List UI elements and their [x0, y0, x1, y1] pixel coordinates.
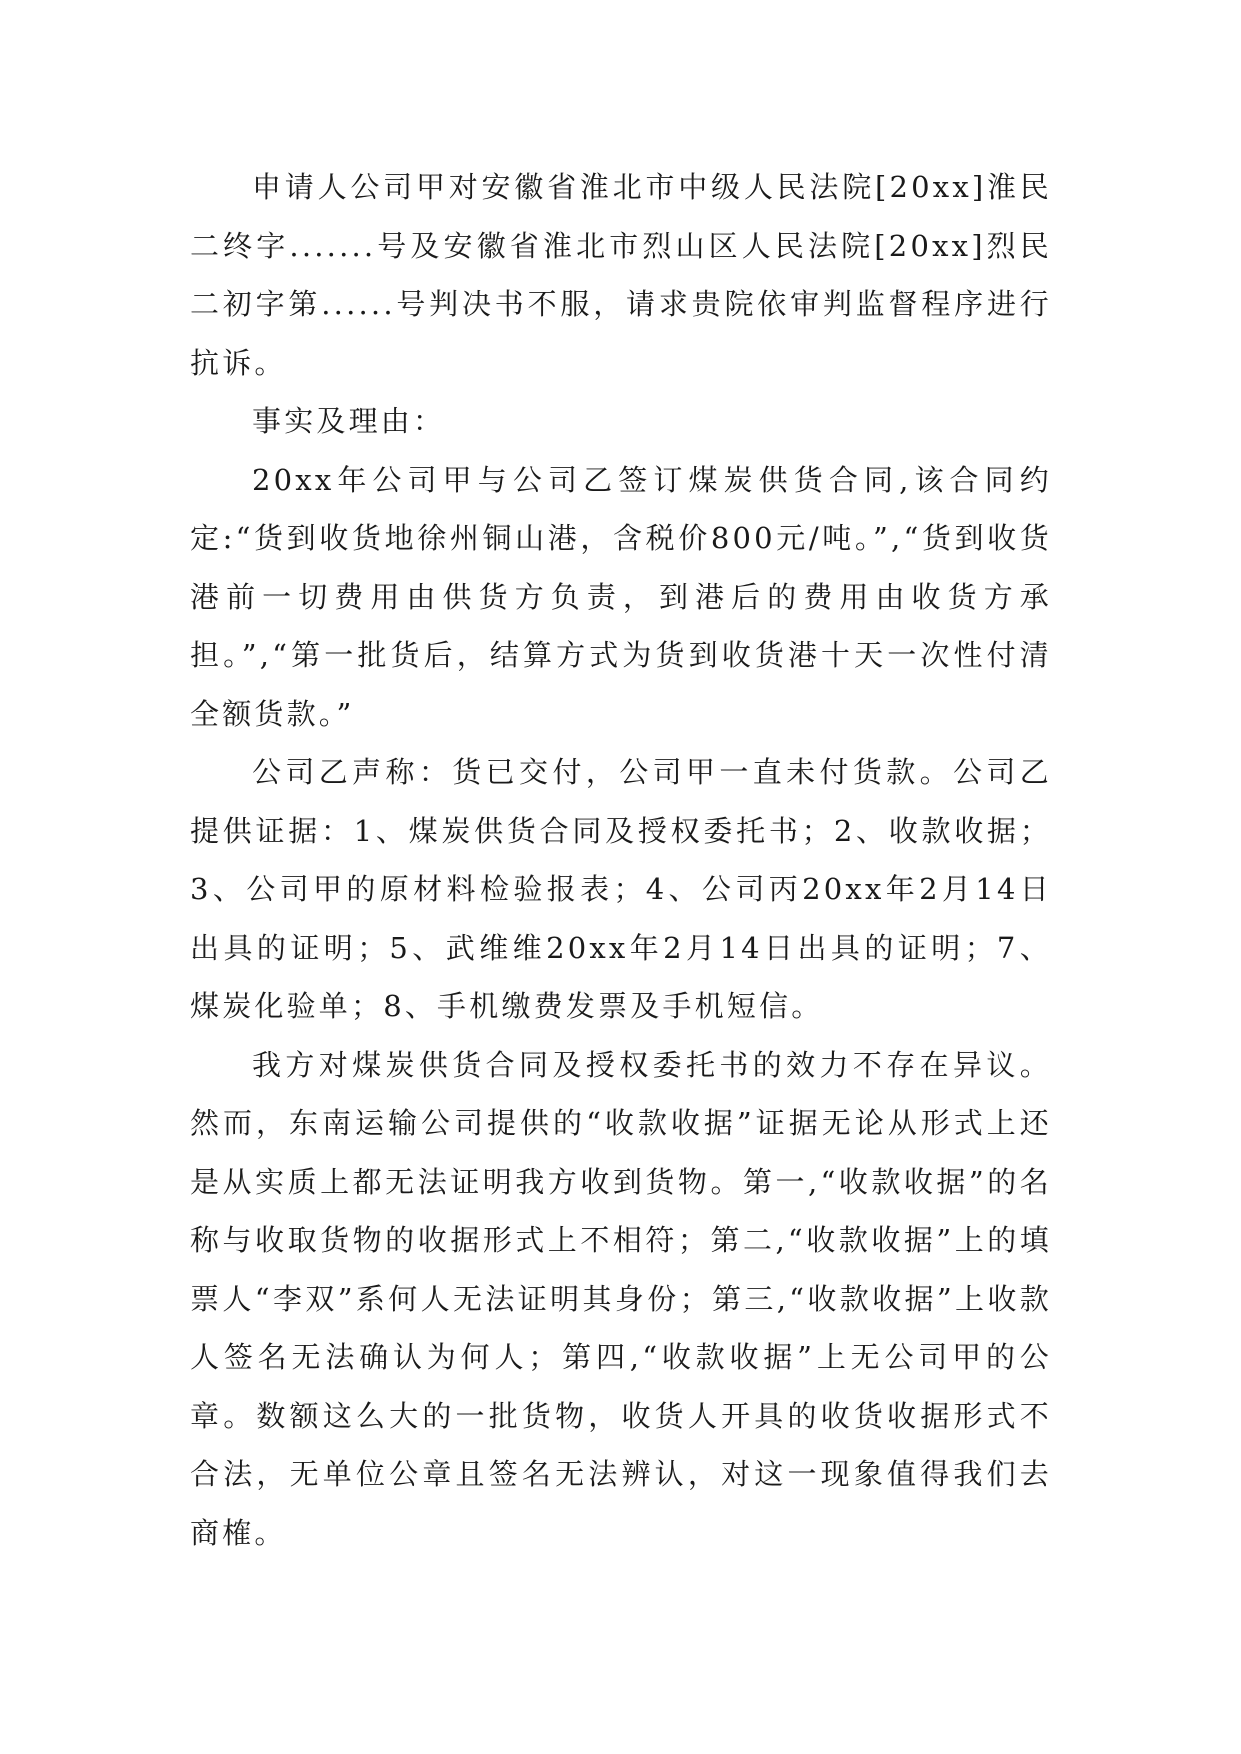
paragraph-facts-heading: 事实及理由： — [252, 404, 446, 438]
paragraph-contract: 20xx年公司甲与公司乙签订煤炭供货合同,该合同约定:“货到收货地徐州铜山港，含税价800元/吨。”,“货到收货港前一切费用由供货方负责，到港后的费用由收货方承担。”,“第一批货后，结算方式为货到收货港十天一次性付清全额货款。” — [190, 462, 1052, 731]
paragraph-rebuttal: 我方对煤炭供货合同及授权委托书的效力不存在异议。然而，东南运输公司提供的“收款收据”证据无论从形式上还是从实质上都无法证明我方收到货物。第一,“收款收据”的名称与收取货物的收据形式上不相符；第二,“收款收据”上的填票人“李双”系何人无法证明其身份；第三,“收款收据”上收款人签名无法确认为何人；第四,“收款收据”上无公司甲的公章。数额这么大的一批货物，收货人开具的收货收据形式不合法，无单位公章且签名无法辨认，对这一现象值得我们去商榷。 — [190, 1047, 1052, 1550]
paragraph-evidence: 公司乙声称：货已交付，公司甲一直未付货款。公司乙提供证据：1、煤炭供货合同及授权委托书；2、收款收据；3、公司甲的原材料检验报表；4、公司丙20xx年2月14日出具的证明；5、武维维20xx年2月14日出具的证明；7、煤炭化验单；8、手机缴费发票及手机短信。 — [190, 755, 1052, 1023]
document-body — [190, 158, 1052, 1562]
paragraph-petition: 申请人公司甲对安徽省淮北市中级人民法院[20xx]淮民二终字.......号及安徽省淮北市烈山区人民法院[20xx]烈民二初字第......号判决书不服，请求贵院依审判监督程序进行抗诉。 — [190, 170, 1052, 380]
